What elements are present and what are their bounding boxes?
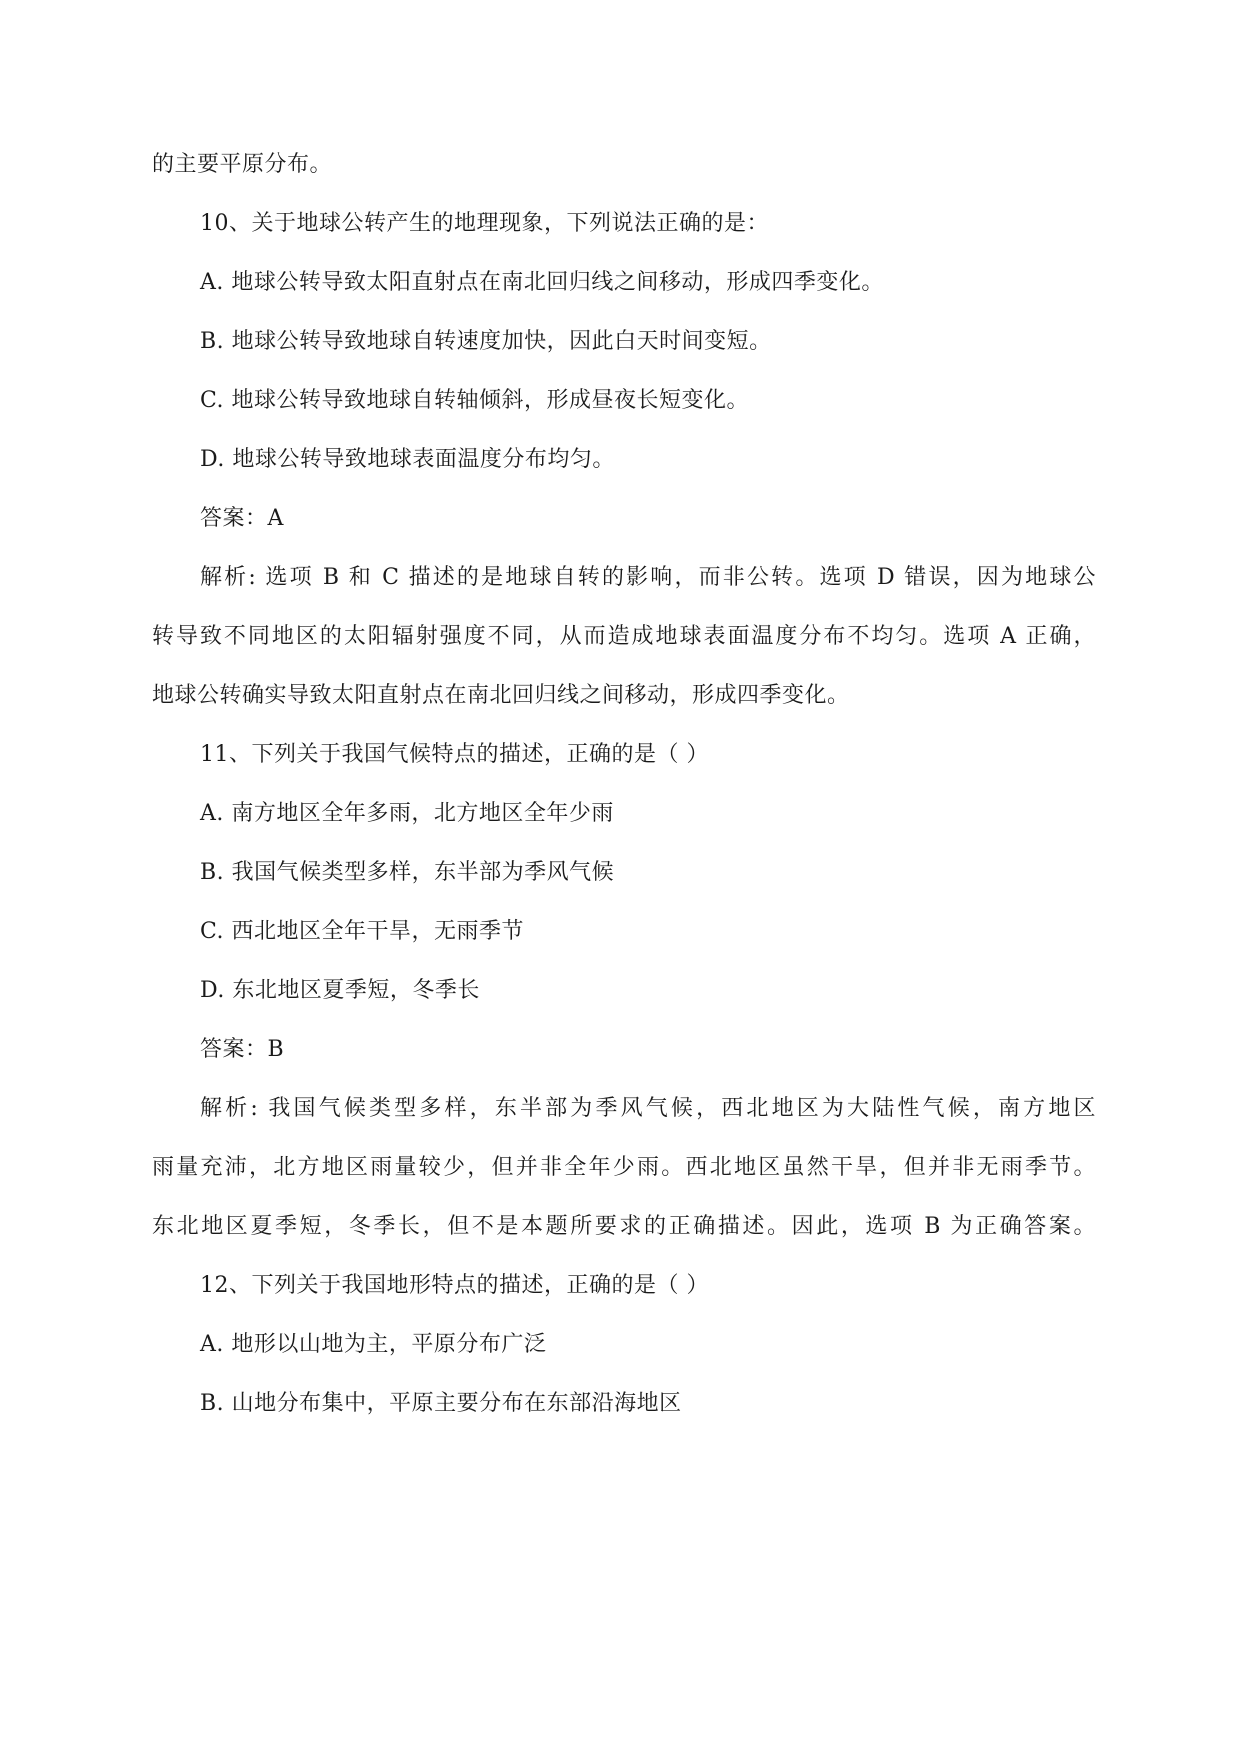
q10-answer: 答案：A [200,506,284,531]
q12-option-b: B. 山地分布集中，平原主要分布在东部沿海地区 [200,1391,682,1416]
q10-stem: 10、关于地球公转产生的地理现象，下列说法正确的是： [200,211,769,236]
q11-option-d: D. 东北地区夏季短，冬季长 [200,978,480,1003]
q11-answer: 答案：B [200,1037,285,1062]
q12-stem: 12、下列关于我国地形特点的描述，正确的是（ ） [200,1273,709,1298]
q10-analysis-line-1: 解析: 选项 B 和 C 描述的是地球自转的影响，而非公转。选项 D 错误，因为地球公 [200,565,1096,590]
q11-option-a: A. 南方地区全年多雨，北方地区全年少雨 [200,801,614,826]
q10-analysis-line-3: 地球公转确实导致太阳直射点在南北回归线之间移动，形成四季变化。 [152,683,850,708]
q11-stem: 11、下列关于我国气候特点的描述，正确的是（ ） [200,742,709,767]
q10-option-b: B. 地球公转导致地球自转速度加快，因此白天时间变短。 [200,329,772,354]
q11-option-b: B. 我国气候类型多样，东半部为季风气候 [200,860,615,885]
q10-option-a: A. 地球公转导致太阳直射点在南北回归线之间移动，形成四季变化。 [200,270,884,295]
q10-option-d: D. 地球公转导致地球表面温度分布均匀。 [200,447,615,472]
q11-option-c: C. 西北地区全年干旱，无雨季节 [200,919,525,944]
q12-option-a: A. 地形以山地为主，平原分布广泛 [200,1332,547,1357]
intro-line: 的主要平原分布。 [152,152,333,177]
q11-analysis-line-3: 东北地区夏季短，冬季长，但不是本题所要求的正确描述。因此，选项 B 为正确答案。 [152,1214,1096,1239]
q10-analysis-line-2: 转导致不同地区的太阳辐射强度不同，从而造成地球表面温度分布不均匀。选项 A 正确， [152,624,1096,649]
q11-analysis-line-1: 解析: 我国气候类型多样，东半部为季风气候，西北地区为大陆性气候，南方地区 [200,1096,1096,1121]
q11-analysis-line-2: 雨量充沛，北方地区雨量较少，但并非全年少雨。西北地区虽然干旱，但并非无雨季节。 [152,1155,1096,1180]
q10-option-c: C. 地球公转导致地球自转轴倾斜，形成昼夜长短变化。 [200,388,750,413]
